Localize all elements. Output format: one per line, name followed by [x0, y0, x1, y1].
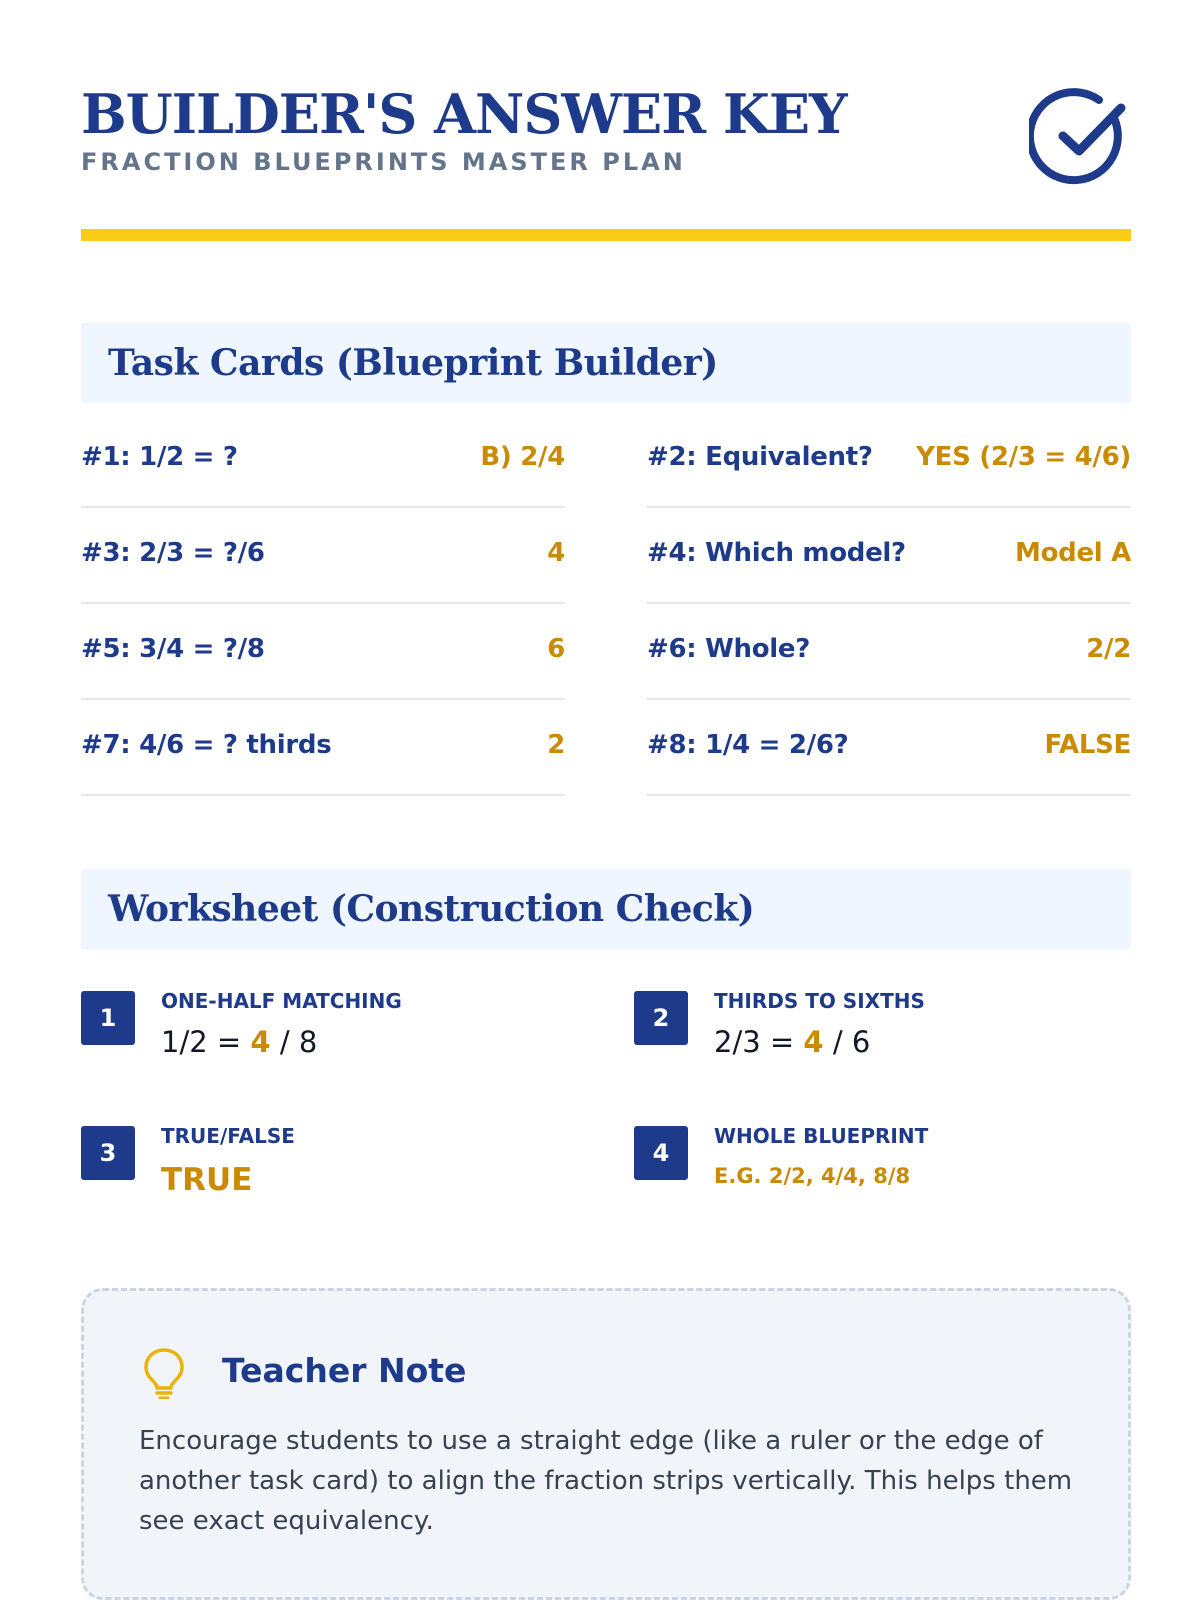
item-equation: 2/3 = 4 / 6	[714, 1025, 871, 1059]
task-question: #7: 4/6 = ? thirds	[81, 730, 332, 760]
worksheet-item-2	[634, 991, 1114, 1101]
header-divider	[81, 229, 1131, 241]
worksheet-item-1	[81, 991, 561, 1101]
task-card-8	[647, 700, 1131, 796]
task-question: #4: Which model?	[647, 538, 906, 568]
teacher-note-title: Teacher Note	[222, 1351, 467, 1390]
check-circle-icon	[1029, 86, 1131, 188]
task-answer: 4	[547, 538, 565, 568]
task-question: #6: Whole?	[647, 634, 811, 664]
item-label: THIRDS TO SIXTHS	[714, 989, 925, 1013]
item-number-badge: 4	[634, 1126, 688, 1180]
task-card-5	[81, 604, 565, 700]
item-label: WHOLE BLUEPRINT	[714, 1124, 929, 1148]
section-heading: Worksheet (Construction Check)	[108, 888, 755, 930]
item-answer: 4	[250, 1025, 271, 1059]
section-task-cards	[81, 323, 1131, 403]
item-number-badge: 2	[634, 991, 688, 1045]
worksheet-item-4	[634, 1126, 1114, 1236]
task-card-7	[81, 700, 565, 796]
section-worksheet	[81, 869, 1131, 949]
item-number-badge: 3	[81, 1126, 135, 1180]
item-answer: E.G. 2/2, 4/4, 8/8	[714, 1164, 911, 1188]
task-answer: FALSE	[1044, 730, 1131, 760]
task-answer: 2/2	[1086, 634, 1131, 664]
item-label: ONE-HALF MATCHING	[161, 989, 402, 1013]
section-heading: Task Cards (Blueprint Builder)	[108, 342, 718, 384]
page-subtitle: FRACTION BLUEPRINTS MASTER PLAN	[81, 148, 686, 176]
task-card-6	[647, 604, 1131, 700]
task-question: #2: Equivalent?	[647, 442, 873, 472]
task-question: #5: 3/4 = ?/8	[81, 634, 265, 664]
task-question: #1: 1/2 = ?	[81, 442, 238, 472]
item-equation: 1/2 = 4 / 8	[161, 1025, 318, 1059]
lightbulb-icon	[142, 1347, 186, 1399]
task-answer: 2	[547, 730, 565, 760]
item-answer: TRUE	[161, 1162, 253, 1198]
task-answer: Model A	[1015, 538, 1131, 568]
task-card-1	[81, 412, 565, 508]
task-answer: 6	[547, 634, 565, 664]
page-title: BUILDER'S ANSWER KEY	[81, 82, 847, 146]
task-answer: B) 2/4	[480, 442, 565, 472]
task-question: #8: 1/4 = 2/6?	[647, 730, 849, 760]
task-answer: YES (2/3 = 4/6)	[916, 442, 1131, 472]
item-number-badge: 1	[81, 991, 135, 1045]
item-label: TRUE/FALSE	[161, 1124, 295, 1148]
task-question: #3: 2/3 = ?/6	[81, 538, 265, 568]
worksheet-item-3	[81, 1126, 561, 1236]
task-card-3	[81, 508, 565, 604]
teacher-note-box	[81, 1288, 1131, 1600]
item-answer: 4	[803, 1025, 824, 1059]
header	[81, 82, 1131, 182]
task-card-4	[647, 508, 1131, 604]
task-card-2	[647, 412, 1131, 508]
teacher-note-text: Encourage students to use a straight edge (like a ruler or the edge of another task card) to align the fraction strips vertically. This helps them see exact equivalency.	[139, 1426, 1073, 1536]
